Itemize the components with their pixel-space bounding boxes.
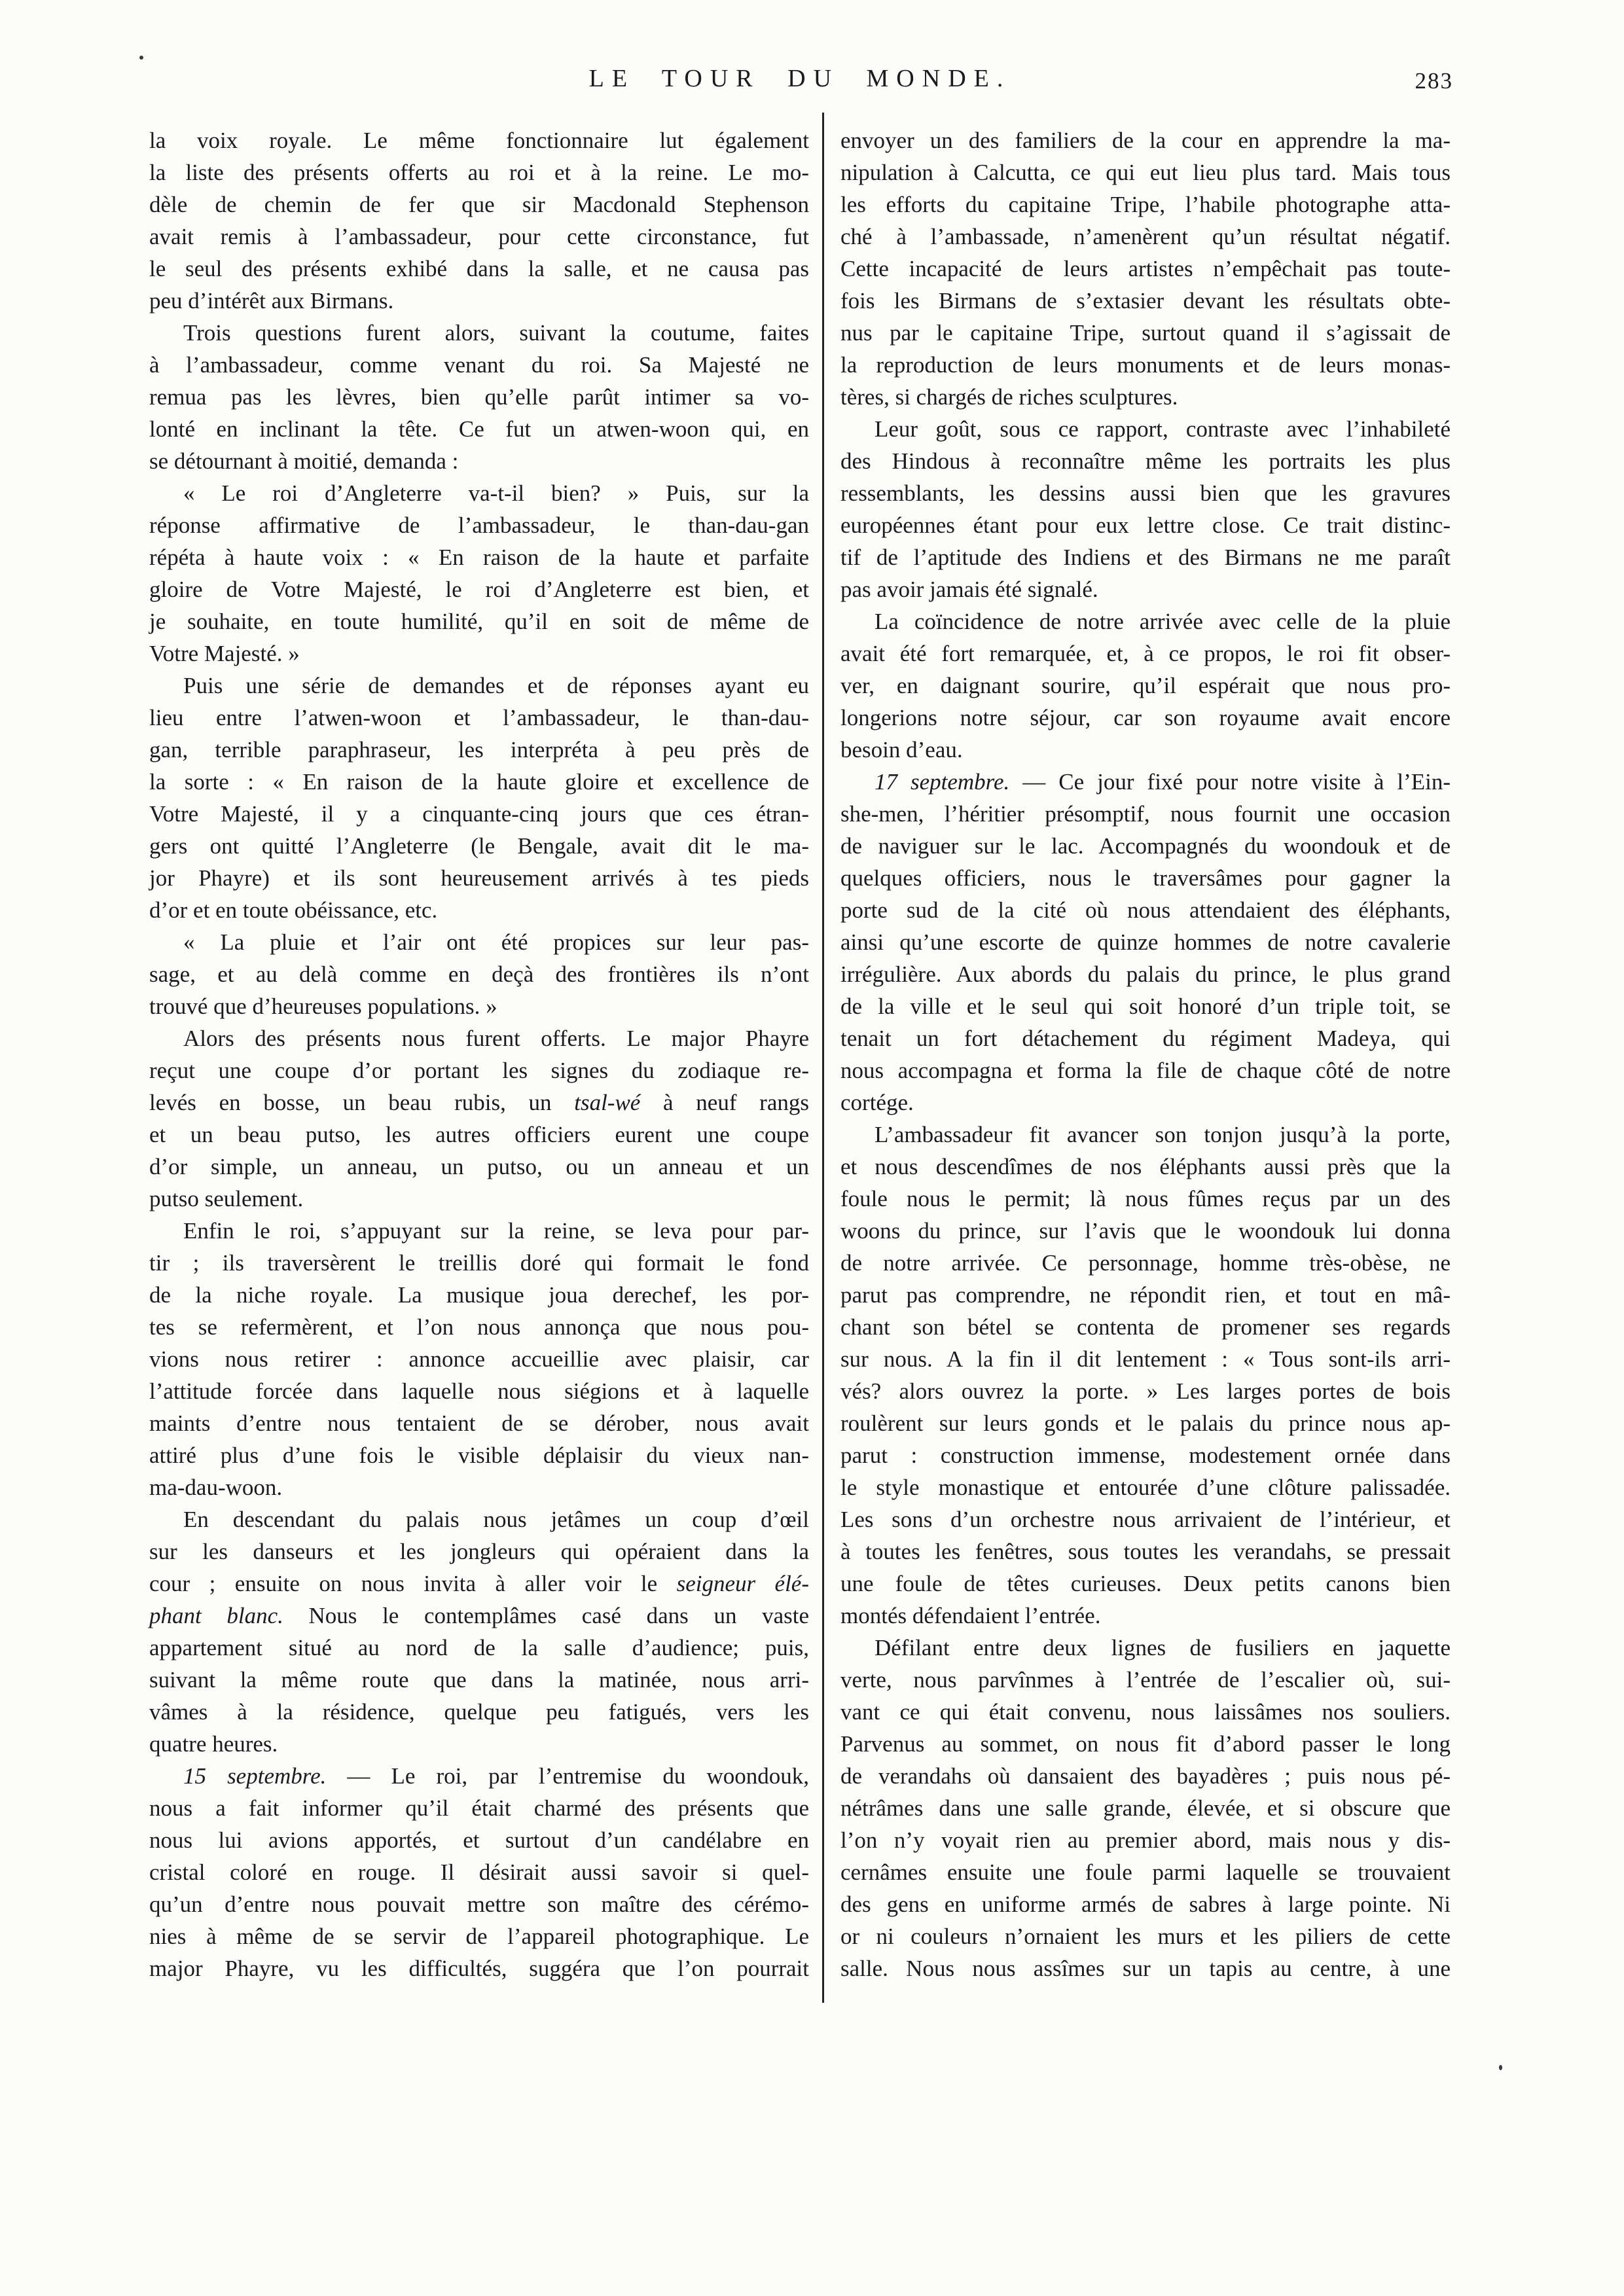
paragraph [149, 1022, 809, 1215]
text-line: she-men, l’héritier présomptif, nous fournit une occasion [840, 801, 1451, 827]
paragraph [840, 605, 1451, 766]
text-line: lieu entre l’atwen-woon et l’ambassadeur, le than-dau- [149, 705, 809, 730]
italic-phrase: seigneur élé- [676, 1571, 809, 1596]
text-line: à toutes les fenêtres, sous toutes les verandahs, se pressait [840, 1539, 1451, 1564]
text-line: qu’un d’entre nous pouvait mettre son maître des cérémo- [149, 1892, 809, 1917]
page-number: 283 [1415, 68, 1453, 94]
text-line: l’attitude forcée dans laquelle nous siégions et à laquelle [149, 1378, 809, 1404]
paragraph [149, 1503, 809, 1760]
text-line: Leur goût, sous ce rapport, contraste avec l’inhabileté [875, 416, 1451, 442]
text-line: pas avoir jamais été signalé. [840, 577, 1098, 602]
text-line: ma-dau-woon. [149, 1475, 283, 1500]
italic-phrase: phant blanc. [149, 1603, 283, 1628]
text-line: levés en bosse, un beau rubis, un tsal-wé à neuf rangs [149, 1090, 809, 1115]
text-line: la liste des présents offerts au roi et à la reine. Le mo- [149, 160, 809, 185]
text-line: or ni couleurs n’ornaient les murs et les piliers de cette [840, 1924, 1451, 1949]
text-line: de la niche royale. La musique joua derechef, les por- [149, 1282, 809, 1308]
text-line: phant blanc. Nous le contemplâmes casé dans un vaste [149, 1603, 810, 1628]
column-divider-rule [822, 113, 824, 2003]
text-line: vant ce qui était convenu, nous laissâmes nos souliers. [840, 1699, 1451, 1725]
text-column-left [149, 124, 809, 1984]
text-line: suivant la même route que dans la matinée, nous arri- [149, 1667, 809, 1693]
text-line: « La pluie et l’air ont été propices sur leur pas- [183, 929, 809, 955]
text-column-right [840, 124, 1451, 1984]
text-line: parut pas comprendre, ne répondit rien, et tout en mâ- [840, 1282, 1451, 1308]
text-line: Les sons d’un orchestre nous arrivaient de l’intérieur, et [840, 1507, 1451, 1532]
scan-speck [139, 56, 143, 60]
text-line: gers ont quitté l’Angleterre (le Bengale, avait dit le ma- [149, 833, 809, 859]
text-line: tes se refermèrent, et l’on nous annonça que nous pou- [149, 1314, 809, 1340]
text-line: gloire de Votre Majesté, le roi d’Angleterre est bien, et [149, 577, 809, 602]
text-line: vés? alors ouvrez la porte. » Les larges portes de bois [840, 1378, 1451, 1404]
text-line: de la ville et le seul qui soit honoré d’un triple toit, se [840, 994, 1451, 1019]
text-line: tères, si chargés de riches sculptures. [840, 384, 1178, 410]
text-line: nous accompagna et forma la file de chaque côté de notre [840, 1058, 1451, 1083]
text-line: ver, en daignant sourire, qu’il espérait que nous pro- [840, 673, 1451, 698]
text-line: d’or et en toute obéissance, etc. [149, 897, 438, 923]
text-line: nipulation à Calcutta, ce qui eut lieu plus tard. Mais tous [840, 160, 1451, 185]
text-line: Trois questions furent alors, suivant la coutume, faites [183, 320, 809, 346]
text-line: nies à même de se servir de l’appareil photographique. Le [149, 1924, 809, 1949]
text-line: foule nous le permit; là nous fûmes reçus par un des [840, 1186, 1451, 1211]
text-line: remua pas les lèvres, bien qu’elle parût intimer sa vo- [149, 384, 809, 410]
text-line: réponse affirmative de l’ambassadeur, le than-dau-gan [149, 512, 809, 538]
text-line: vions nous retirer : annonce accueillie avec plaisir, car [149, 1346, 809, 1372]
text-line: envoyer un des familiers de la cour en apprendre la ma- [840, 128, 1451, 153]
text-line: la reproduction de leurs monuments et de leurs monas- [840, 352, 1451, 378]
text-line: cristal coloré en rouge. Il désirait aussi savoir si quel- [149, 1859, 809, 1885]
text-line: trouvé que d’heureuses populations. » [149, 994, 497, 1019]
italic-phrase: 17 septembre. [875, 769, 1010, 795]
text-line: la sorte : « En raison de la haute gloire et excellence de [149, 769, 809, 795]
text-line: salle. Nous nous assîmes sur un tapis au centre, à une [840, 1956, 1451, 1981]
text-line: tenait un fort détachement du régiment Madeya, qui [840, 1026, 1451, 1051]
text-line: avait été fort remarquée, et, à ce propos, le roi fit obser- [840, 641, 1451, 666]
text-line: besoin d’eau. [840, 737, 963, 762]
paragraph [149, 1760, 809, 1984]
text-line: sage, et au delà comme en deçà des frontières ils n’ont [149, 961, 809, 987]
text-line: les efforts du capitaine Tripe, l’habile photographe atta- [840, 192, 1451, 217]
text-line: parut : construction immense, modestement ornée dans [840, 1443, 1451, 1468]
paragraph [149, 670, 809, 926]
text-line: sur les danseurs et les jongleurs qui opéraient dans la [149, 1539, 809, 1564]
paragraph [840, 1119, 1451, 1632]
text-line: tir ; ils traversèrent le treillis doré qui formait le fond [149, 1250, 809, 1276]
text-line: de notre arrivée. Ce personnage, homme très-obèse, ne [840, 1250, 1451, 1276]
text-line: de verandahs où dansaient des bayadères ; puis nous pé- [840, 1763, 1451, 1789]
text-line: gan, terrible paraphraseur, les interpréta à peu près de [149, 737, 809, 762]
text-line: appartement situé au nord de la salle d’audience; puis, [149, 1635, 809, 1660]
text-line: quatre heures. [149, 1731, 278, 1757]
text-line: quelques officiers, nous le traversâmes pour gagner la [840, 865, 1451, 891]
text-line: L’ambassadeur fit avancer son tonjon jusqu’à la porte, [875, 1122, 1451, 1147]
text-line: la voix royale. Le même fonctionnaire lut également [149, 128, 809, 153]
text-line: l’on n’y voyait rien au premier abord, mais nous y dis- [840, 1827, 1451, 1853]
paragraph [840, 766, 1451, 1119]
text-line: dèle de chemin de fer que sir Macdonald Stephenson [149, 192, 809, 217]
text-line: vâmes à la résidence, quelque peu fatigués, vers les [149, 1699, 809, 1725]
paragraph [149, 124, 809, 317]
text-line: Cette incapacité de leurs artistes n’empêchait pas toute- [840, 256, 1451, 281]
text-line: peu d’intérêt aux Birmans. [149, 288, 394, 314]
text-line: « Le roi d’Angleterre va-t-il bien? » Puis, sur la [183, 480, 809, 506]
text-line: longerions notre séjour, car son royaume avait encore [840, 705, 1451, 730]
text-line: nétrâmes dans une salle grande, élevée, et si obscure que [840, 1795, 1451, 1821]
text-line: le seul des présents exhibé dans la salle, et ne causa pas [149, 256, 809, 281]
text-line: ainsi qu’une escorte de quinze hommes de notre cavalerie [840, 929, 1451, 955]
paragraph [149, 477, 809, 670]
text-line: montés défendaient l’entrée. [840, 1603, 1101, 1628]
text-line: cour ; ensuite on nous invita à aller voir le seigneur élé- [149, 1571, 809, 1596]
text-line: roulèrent sur leurs gonds et le palais du prince nous ap- [840, 1410, 1451, 1436]
text-line: se détournant à moitié, demanda : [149, 448, 459, 474]
running-head-title: LE TOUR DU MONDE. [588, 65, 1011, 92]
paragraph [149, 1215, 809, 1503]
text-line: chant son bétel se contenta de promener ses regards [840, 1314, 1451, 1340]
text-line: cernâmes ensuite une foule parmi laquelle se trouvaient [840, 1859, 1451, 1885]
text-line: nous a fait informer qu’il était charmé des présents que [149, 1795, 809, 1821]
text-line: et un beau putso, les autres officiers eurent une coupe [149, 1122, 809, 1147]
text-line: sur nous. A la fin il dit lentement : « Tous sont-ils arri- [840, 1346, 1451, 1372]
text-line: Votre Majesté, il y a cinquante-cinq jours que ces étran- [149, 801, 809, 827]
text-line: 15 septembre. — Le roi, par l’entremise du woondouk, [183, 1763, 809, 1789]
text-line: tif de l’aptitude des Indiens et des Birmans ne me paraît [840, 545, 1451, 570]
text-line: Alors des présents nous furent offerts. Le major Phayre [183, 1026, 809, 1051]
text-line: le style monastique et entourée d’une clôture palissadée. [840, 1475, 1451, 1500]
text-line: ressemblants, les dessins aussi bien que les gravures [840, 480, 1451, 506]
text-line: Enfin le roi, s’appuyant sur la reine, se leva pour par- [183, 1218, 809, 1244]
paragraph [149, 317, 809, 477]
paragraph [840, 124, 1451, 413]
italic-phrase: 15 septembre. [183, 1763, 327, 1789]
text-line: Défilant entre deux lignes de fusiliers en jaquette [875, 1635, 1451, 1660]
text-line: Parvenus au sommet, on nous fit d’abord passer le long [840, 1731, 1451, 1757]
text-line: nous lui avions apportés, et surtout d’un candélabre en [149, 1827, 809, 1853]
text-line: En descendant du palais nous jetâmes un coup d’œil [183, 1507, 809, 1532]
text-line: cortége. [840, 1090, 914, 1115]
paragraph [149, 926, 809, 1022]
text-line: Puis une série de demandes et de réponses ayant eu [183, 673, 809, 698]
text-line: maints d’entre nous tentaient de se dérober, nous avait [149, 1410, 809, 1436]
text-line: La coïncidence de notre arrivée avec celle de la pluie [875, 609, 1451, 634]
text-line: de naviguer sur le lac. Accompagnés du woondouk et de [840, 833, 1451, 859]
text-line: européennes étant pour eux lettre close. Ce trait distinc- [840, 512, 1451, 538]
paragraph [840, 413, 1451, 605]
text-line: à l’ambassadeur, comme venant du roi. Sa Majesté ne [149, 352, 809, 378]
text-line: verte, nous parvînmes à l’entrée de l’escalier où, sui- [840, 1667, 1451, 1693]
text-line: je souhaite, en toute humilité, qu’il en soit de même de [149, 609, 809, 634]
text-line: putso seulement. [149, 1186, 304, 1211]
text-line: porte sud de la cité où nous attendaient des éléphants, [840, 897, 1451, 923]
text-line: Votre Majesté. » [149, 641, 300, 666]
text-line: une foule de têtes curieuses. Deux petits canons bien [840, 1571, 1451, 1596]
text-line: major Phayre, vu les difficultés, suggéra que l’on pourrait [149, 1956, 809, 1981]
text-line: d’or simple, un anneau, un putso, ou un anneau et un [149, 1154, 809, 1179]
scan-speck [1499, 2065, 1502, 2070]
text-line: 17 septembre. — Ce jour fixé pour notre visite à l’Ein- [875, 769, 1451, 795]
paragraph [840, 1632, 1451, 1984]
text-line: répéta à haute voix : « En raison de la haute et parfaite [149, 545, 809, 570]
text-line: des gens en uniforme armés de sabres à large pointe. Ni [840, 1892, 1451, 1917]
text-line: avait remis à l’ambassadeur, pour cette circonstance, fut [149, 224, 809, 249]
text-line: et nous descendîmes de nos éléphants aussi près que la [840, 1154, 1451, 1179]
text-line: des Hindous à reconnaître même les portraits les plus [840, 448, 1451, 474]
text-line: reçut une coupe d’or portant les signes du zodiaque re- [149, 1058, 809, 1083]
text-line: ché à l’ambassade, n’amenèrent qu’un résultat négatif. [840, 224, 1451, 249]
text-line: irrégulière. Aux abords du palais du prince, le plus grand [840, 961, 1451, 987]
text-line: attiré plus d’une fois le visible déplaisir du vieux nan- [149, 1443, 809, 1468]
text-line: fois les Birmans de s’extasier devant les résultats obte- [840, 288, 1451, 314]
text-line: lonté en inclinant la tête. Ce fut un atwen-woon qui, en [149, 416, 809, 442]
italic-phrase: tsal-wé [574, 1090, 641, 1115]
text-line: nus par le capitaine Tripe, surtout quand il s’agissait de [840, 320, 1451, 346]
text-line: woons du prince, sur l’avis que le woondouk lui donna [840, 1218, 1451, 1244]
text-line: jor Phayre) et ils sont heureusement arrivés à tes pieds [149, 865, 809, 891]
